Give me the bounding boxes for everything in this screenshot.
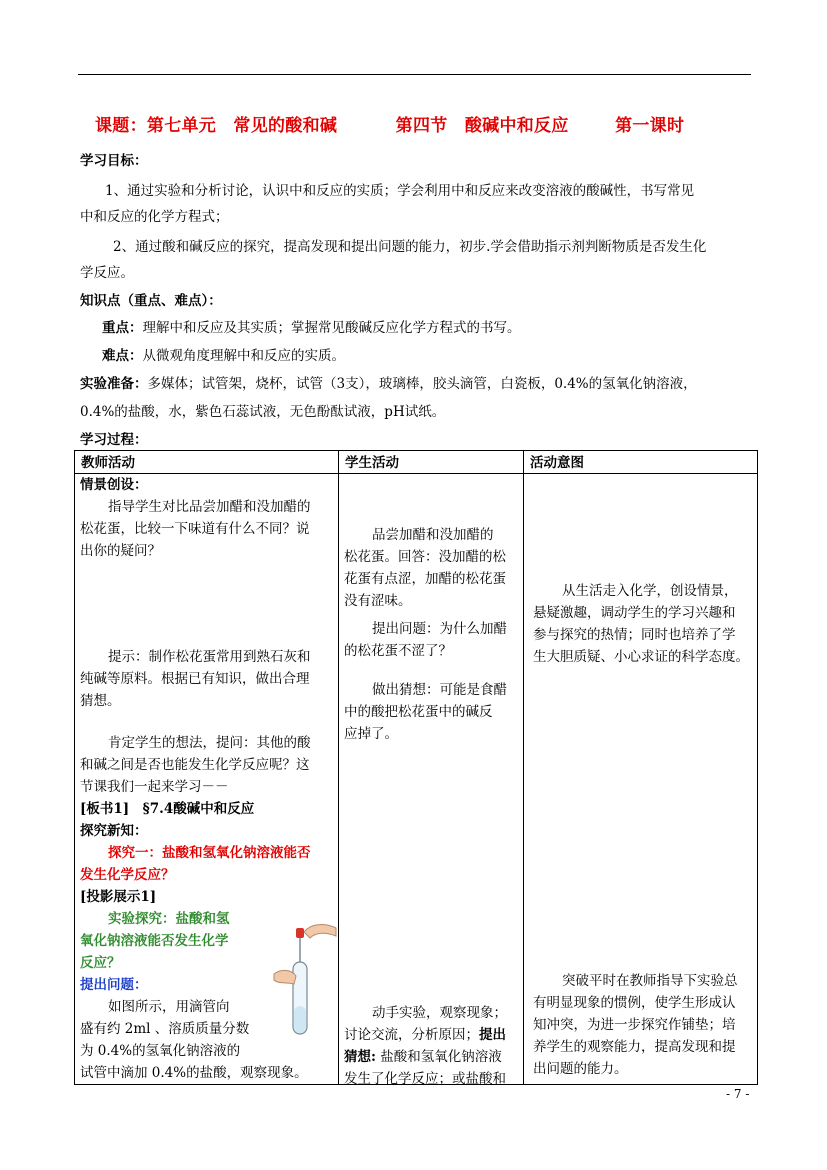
student-text: 发生了化学反应；或盐酸和 (344, 1071, 506, 1087)
title-section: 第四节 酸碱中和反应 (395, 116, 569, 136)
key-text: 理解中和反应及其实质；掌握常见酸碱反应化学方程式的书写。 (142, 320, 521, 336)
objectives-heading: 学习目标： (80, 153, 148, 169)
dropper-bulb (296, 928, 304, 938)
teacher-text: 指导学生对比品尝加醋和没加醋的 (108, 499, 311, 515)
student-cell (339, 474, 524, 1085)
intent-text: 突破平时在教师指导下实验总 (562, 973, 738, 989)
student-text (344, 1046, 502, 1068)
student-text: 的松花蛋不涩了？ (344, 643, 452, 659)
student-text: 提出问题：为什么加醋 (372, 621, 507, 637)
prep-line-1 (80, 374, 697, 394)
intent-text: 生大胆质疑、小心求证的科学态度。 (533, 649, 749, 665)
tube-liquid (294, 1006, 306, 1033)
explore-heading: 探究新知： (80, 823, 148, 839)
header-teacher: 教师活动 (75, 451, 339, 474)
teacher-text: 如图所示，用滴管向 (108, 999, 230, 1015)
student-text: 中的酸把松花蛋中的碱反 (344, 704, 493, 720)
student-text: 花蛋有点涩，加醋的松花蛋 (344, 571, 506, 587)
objective-2b: 学反应。 (80, 265, 134, 281)
student-guess: 盐酸和氢氧化钠溶液 (375, 1049, 502, 1065)
objective-1b: 中和反应的化学方程式； (80, 209, 229, 225)
intent-text: 悬疑激趣，调动学生的学习兴趣和 (533, 605, 736, 621)
experiment-title-end: 反应？ (80, 955, 121, 971)
hand (274, 970, 296, 984)
student-discuss: 讨论交流，分析原因； (344, 1027, 479, 1043)
intent-text: 有明显现象的惯例，使学生形成认 (533, 995, 736, 1011)
student-raise-label: 提出 (479, 1027, 506, 1043)
explore-one-title-cont: 发生化学反应？ (80, 867, 175, 883)
header-student: 学生活动 (339, 451, 524, 474)
intent-text: 养学生的观察能力，提高发现和提 (533, 1039, 736, 1055)
board-note: [板书1] §7.4酸碱中和反应 (80, 801, 255, 817)
objective-1a: 1、通过实验和分析讨论，认识中和反应的实质；学会利用中和反应来改变溶液的酸碱性，书写常见 (105, 183, 695, 199)
teacher-text: 试管中滴加 0.4%的盐酸，观察现象。 (80, 1065, 308, 1081)
teacher-text: 出你的疑问？ (80, 543, 161, 559)
student-text: 没有涩味。 (344, 593, 412, 609)
teacher-text: 和碱之间是否也能发生化学反应呢？这 (80, 757, 310, 773)
key-label: 重点： (102, 320, 143, 336)
title-unit: 课题：第七单元 常见的酸和碱 (95, 116, 338, 136)
knowledge-heading: 知识点（重点、难点）： (80, 293, 222, 309)
student-guess-label: 猜想: (344, 1049, 376, 1065)
student-text: 做出猜想：可能是食醋 (372, 682, 507, 698)
experiment-title: 实验探究：盐酸和氢 (108, 911, 230, 927)
teacher-text: 纯碱等原料。根据已有知识，做出合理 (80, 671, 310, 687)
teacher-text: 提示：制作松花蛋常用到熟石灰和 (108, 649, 311, 665)
intent-text: 参与探究的热情；同时也培养了学 (533, 627, 736, 643)
teacher-text: 肯定学生的想法，提问：其他的酸 (108, 735, 311, 751)
explore-one-title: 探究一：盐酸和氢氧化钠溶液能否 (108, 845, 311, 861)
lesson-title (95, 111, 755, 136)
intent-text: 出问题的能力。 (533, 1061, 628, 1077)
header-rule (78, 74, 751, 75)
projection-note: [投影展示1] (80, 889, 157, 905)
intent-cell (524, 474, 758, 1085)
teacher-text: 松花蛋，比较一下味道有什么不同？说 (80, 521, 310, 537)
intent-text: 从生活走入化学，创设情景， (562, 583, 738, 599)
process-heading: 学习过程： (80, 432, 148, 448)
student-text: 动手实验，观察现象； (372, 1005, 507, 1021)
page-number: - 7 - (726, 1087, 750, 1101)
key-point (102, 318, 521, 338)
student-text (344, 1024, 506, 1046)
intent-text: 知冲突，为进一步探究作铺垫；培 (533, 1017, 736, 1033)
prep-text-1: 多媒体；试管架，烧杯，试管（3支），玻璃棒，胶头滴管，白瓷板，0.4%的氢氧化钠溶液， (147, 376, 697, 392)
prep-line-2: 0.4%的盐酸，水，紫色石蕊试液，无色酚酞试液，pH试纸。 (80, 404, 446, 420)
test-tube-illustration (272, 918, 342, 1038)
objective-2a: 2、通过酸和碱反应的探究，提高发现和提出问题的能力，初步.学会借助指示剂判断物质是否发生化 (113, 239, 707, 255)
prep-label: 实验准备： (80, 376, 148, 392)
student-text: 松花蛋。回答：没加醋的松 (344, 549, 506, 565)
hard-text: 从微观角度理解中和反应的实质。 (142, 348, 345, 364)
teacher-text: 为 0.4%的氢氧化钠溶液的 (80, 1043, 241, 1059)
teacher-text: 盛有约 2ml 、溶质质量分数 (80, 1021, 250, 1037)
teacher-text: 节课我们一起来学习－－ (80, 779, 229, 795)
table-body-row (75, 474, 758, 1085)
hard-point (102, 346, 345, 366)
scene-heading: 情景创设： (80, 477, 148, 493)
raise-question-label: 提出问题： (80, 977, 148, 993)
header-intent: 活动意图 (524, 451, 758, 474)
table-header-row (75, 451, 758, 474)
lesson-table (74, 450, 758, 1085)
hard-label: 难点： (102, 348, 143, 364)
student-text: 品尝加醋和没加醋的 (372, 527, 494, 543)
experiment-title-cont: 氧化钠溶液能否发生化学 (80, 933, 229, 949)
title-period: 第一课时 (615, 116, 685, 136)
student-text: 应掉了。 (344, 726, 398, 742)
teacher-text: 猜想。 (80, 693, 121, 709)
